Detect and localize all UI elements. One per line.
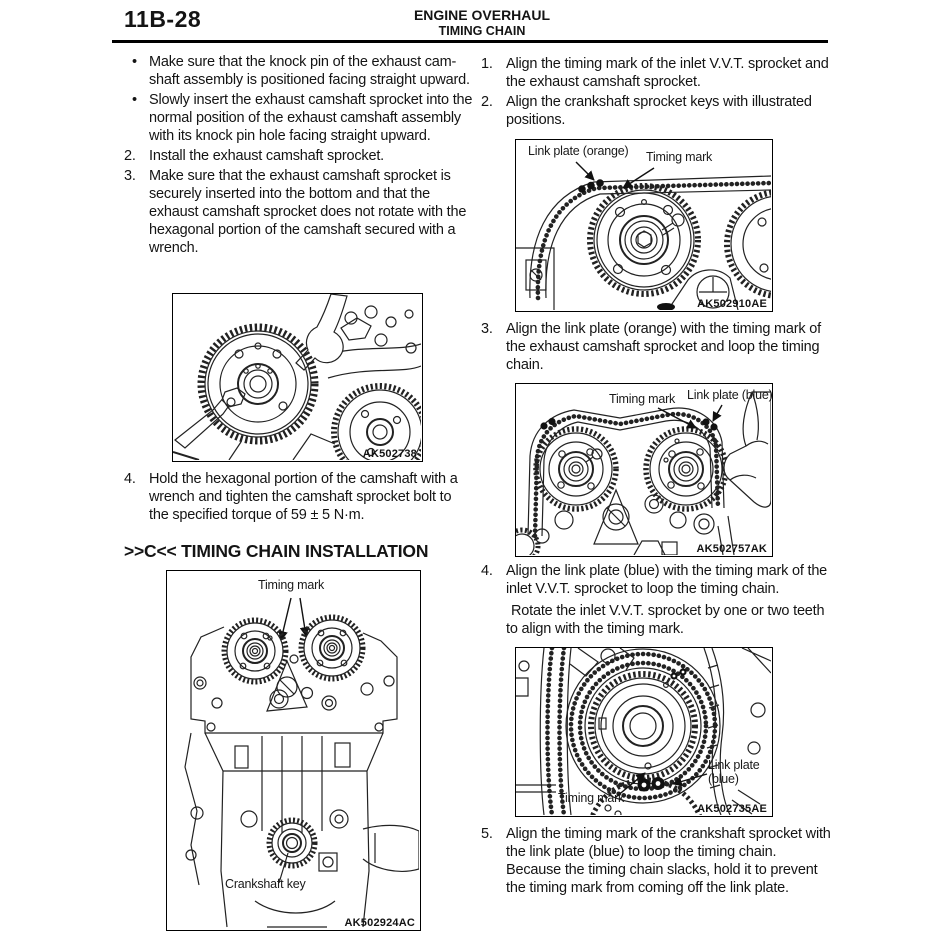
figure-label-crankshaft-key: Crankshaft key (225, 877, 306, 891)
step-number: 5. (481, 826, 493, 842)
crankshaft-sprocket-illustration (516, 648, 771, 815)
figure-engine-front (166, 570, 421, 931)
step-number: 4. (481, 563, 493, 579)
step-text: Align the link plate (orange) with the timing mark of the exhaust camshaft sprocket and loop the timing chain. (506, 321, 821, 373)
step-text: Hold the hexagonal portion of the camshaft with a wrench and tighten the camshaft sprocket bolt to the specified torque of 59 ± 5 N·m. (149, 471, 458, 523)
figure-code: AK502924AC (344, 917, 415, 929)
header-subsection-title: TIMING CHAIN (438, 24, 526, 38)
step-number: 3. (481, 321, 493, 337)
step-item (481, 825, 833, 897)
figure-code: AK502757AK (696, 543, 767, 555)
header-page-number: 11B-28 (124, 6, 202, 32)
header-titles (140, 7, 824, 39)
figure-inlet-sprocket (515, 139, 773, 312)
step-item (481, 55, 833, 91)
figure-code: AK502910AE (697, 298, 767, 310)
bullet-text: Slowly insert the exhaust camshaft sprocket into the normal position of the exhaust camshaft assembly with its knock pin hole facing straight upward. (149, 92, 473, 144)
step-text: Make sure that the exhaust camshaft sprocket is securely inserted into the bottom and that the exhaust camshaft sprocket does not rotate with the hexagonal portion of the camshaft secured with a wrench. (149, 168, 467, 256)
figure-label-timing-mark: Timing mark (646, 150, 713, 164)
engine-front-illustration (167, 571, 419, 929)
bullet-item (124, 53, 474, 89)
bullet-marker: • (132, 92, 137, 108)
step-item (124, 470, 474, 524)
step-number: 2. (481, 94, 493, 110)
step-text: Align the link plate (blue) with the timing mark of the inlet V.V.T. sprocket to loop the timing chain. (506, 563, 828, 597)
figure-wrench-camshaft (172, 293, 423, 462)
step-item (481, 562, 833, 598)
step-number: 1. (481, 56, 493, 72)
right-column-step3 (481, 320, 833, 376)
step-item (481, 320, 833, 374)
wrench-camshaft-illustration (173, 294, 421, 460)
right-column-text-top (481, 55, 833, 131)
header-rule (112, 40, 828, 43)
section-heading: >>C<< TIMING CHAIN INSTALLATION (124, 541, 429, 561)
inlet-sprocket-illustration (516, 140, 771, 310)
bullet-marker: • (132, 54, 137, 70)
figure-crankshaft-sprocket (515, 647, 773, 817)
figure-two-sprockets (515, 383, 773, 557)
figure-label-link-plate-line2: (blue) (708, 772, 739, 786)
step-item (481, 93, 833, 129)
bullet-item (124, 91, 474, 145)
figure-code: AK502738 (362, 448, 417, 460)
step-text: Align the timing mark of the inlet V.V.T. sprocket and the exhaust camshaft sprocket. (506, 56, 829, 90)
right-column-step5 (481, 825, 833, 899)
left-column-text-top (124, 53, 474, 259)
step-number: 2. (124, 148, 136, 164)
step-item (124, 167, 474, 257)
step-text: Align the crankshaft sprocket keys with illustrated positions. (506, 94, 812, 128)
figure-code: AK502735AE (697, 803, 767, 815)
figure-label-timing-mark: Timing mark (609, 392, 676, 406)
step-number: 3. (124, 168, 136, 184)
figure-label-link-plate-orange: Link plate (orange) (528, 144, 629, 158)
step-note: Rotate the inlet V.V.T. sprocket by one or two teeth to align with the timing mark. (506, 603, 825, 637)
right-column-step4 (481, 562, 833, 638)
figure-label-link-plate-line1: Link plate (708, 758, 760, 772)
figure-label-link-plate-blue: Link plate (blue) (687, 388, 773, 402)
left-column-step4 (124, 470, 474, 526)
figure-label-timing-mark: Timing mark (558, 791, 625, 805)
step-item (124, 147, 474, 165)
bullet-text: Make sure that the knock pin of the exhaust cam-shaft assembly is positioned facing straight upward. (149, 54, 470, 88)
two-sprockets-illustration (516, 384, 771, 555)
step-text: Align the timing mark of the crankshaft sprocket with the link plate (blue) to loop the timing chain. Because the timing chain slacks, hold it to prevent the timing mark from coming off the link plate. (506, 826, 831, 896)
figure-label-timing-mark: Timing mark (258, 578, 325, 592)
header-section-title: ENGINE OVERHAUL (413, 7, 551, 23)
step-text: Install the exhaust camshaft sprocket. (149, 148, 384, 164)
step-number: 4. (124, 471, 136, 487)
